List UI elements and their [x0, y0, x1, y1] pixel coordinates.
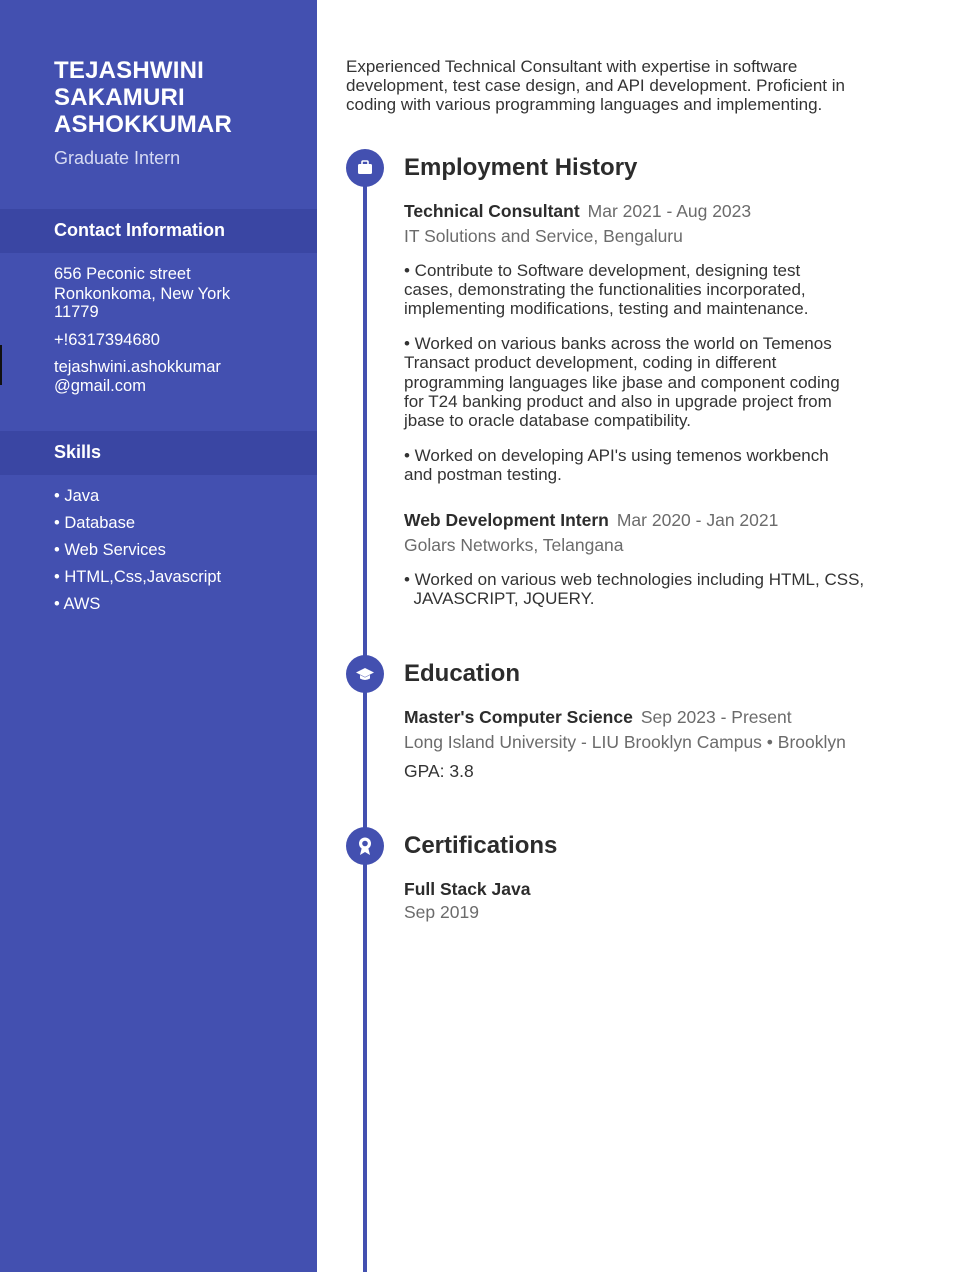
- job-2-bullet-1-line: JAVASCRIPT, JQUERY.: [404, 589, 595, 608]
- education-node: [346, 655, 384, 693]
- job-1-bullet-1-line: • Contribute to Software development, designing test: [404, 261, 801, 280]
- candidate-name-line-3: ASHOKKUMAR: [54, 111, 232, 138]
- candidate-title: Graduate Intern: [54, 148, 181, 168]
- sidebar: [0, 0, 317, 1272]
- job-1-bullet-2-line: for T24 banking product and also in upgrade project from: [404, 392, 832, 411]
- email-line-1[interactable]: tejashwini.ashokkumar: [54, 358, 221, 376]
- job-1-dates: Mar 2021 - Aug 2023: [587, 201, 752, 221]
- job-1-bullet-3-line: • Worked on developing API's using temenos workbench: [404, 446, 829, 465]
- address-line-3: 11779: [54, 303, 99, 321]
- certification-name-row: [404, 879, 530, 900]
- education-header: [404, 707, 792, 728]
- summary-line-2: development, test case design, and API development. Proficient in: [346, 76, 845, 95]
- job-2-bullet-1-line: • Worked on various web technologies including HTML, CSS,: [404, 570, 865, 589]
- summary-line-1: Experienced Technical Consultant with expertise in software: [346, 57, 798, 76]
- skill-item: • AWS: [54, 595, 101, 613]
- job-1-bullet-1-line: implementing modifications, testing and maintenance.: [404, 299, 809, 318]
- candidate-name-line-1: TEJASHWINI: [54, 57, 205, 84]
- job-1-bullet-2-line: programming languages like jbase and component coding: [404, 373, 840, 392]
- briefcase-icon: [356, 159, 374, 177]
- education-heading: Education: [404, 660, 521, 687]
- gpa: GPA: 3.8: [404, 761, 474, 781]
- certifications-node: [346, 827, 384, 865]
- job-1-bullet-1-line: cases, demonstrating the functionalities incorporated,: [404, 280, 806, 299]
- job-2-title: Web Development Intern: [404, 510, 609, 530]
- certification-name: Full Stack Java: [404, 879, 531, 899]
- timeline-line: [363, 168, 367, 1272]
- contact-heading: Contact Information: [54, 220, 225, 240]
- job-1-header: [404, 201, 751, 222]
- page-edge-marker: [0, 345, 2, 385]
- email-line-2[interactable]: @gmail.com: [54, 377, 146, 395]
- skills-heading-band: [0, 431, 317, 475]
- skill-item: • Java: [54, 487, 100, 505]
- address-line-2: Ronkonkoma, New York: [54, 285, 231, 303]
- certifications-heading: Certifications: [404, 832, 558, 859]
- employment-node: [346, 149, 384, 187]
- education-dates: Sep 2023 - Present: [640, 707, 792, 727]
- job-1-bullet-2-line: jbase to oracle database compatibility.: [404, 411, 691, 430]
- job-2-dates: Mar 2020 - Jan 2021: [616, 510, 779, 530]
- phone-number: +!6317394680: [54, 331, 160, 349]
- summary-line-3: coding with various programming languages and implementing.: [346, 95, 823, 114]
- skill-item: • Database: [54, 514, 135, 532]
- candidate-name-line-2: SAKAMURI: [54, 84, 185, 111]
- job-2-org: Golars Networks, Telangana: [404, 535, 624, 555]
- certification-date: Sep 2019: [404, 902, 479, 922]
- skill-item: • Web Services: [54, 541, 166, 559]
- job-1-bullet-2-line: Transact product development, coding in different: [404, 353, 777, 372]
- job-1-org: IT Solutions and Service, Bengaluru: [404, 226, 683, 246]
- contact-heading-band: [0, 209, 317, 253]
- employment-heading: Employment History: [404, 154, 638, 181]
- job-1-title: Technical Consultant: [404, 201, 580, 221]
- job-2-header: [404, 510, 778, 531]
- job-1-bullet-2-line: • Worked on various banks across the world on Temenos: [404, 334, 832, 353]
- award-ribbon-icon: [356, 836, 374, 856]
- address-line-1: 656 Peconic street: [54, 265, 191, 283]
- skills-heading: Skills: [54, 442, 102, 462]
- graduation-cap-icon: [355, 665, 375, 683]
- skill-item: • HTML,Css,Javascript: [54, 568, 222, 586]
- degree-name: Master's Computer Science: [404, 707, 633, 727]
- school-name: Long Island University - LIU Brooklyn Campus • Brooklyn: [404, 732, 846, 752]
- job-1-bullet-3-line: and postman testing.: [404, 465, 562, 484]
